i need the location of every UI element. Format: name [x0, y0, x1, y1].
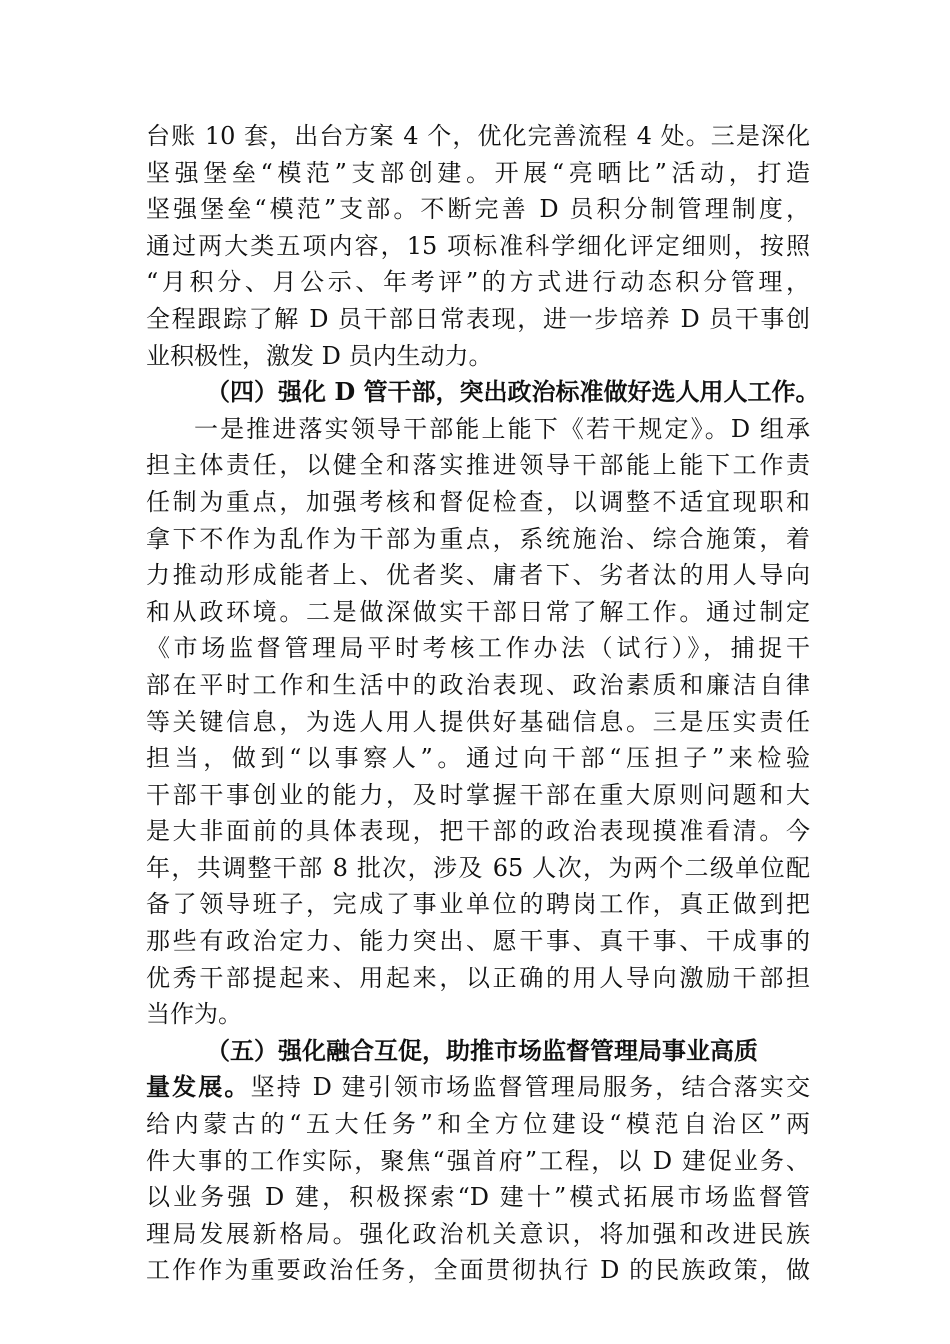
- text-run: 坚持 D 建引领市场监督管理局服务，结合落实交: [250, 1073, 811, 1102]
- body-text: [146, 118, 820, 1289]
- section-heading-4: （四）强化 D 管干部，突出政治标准做好选人用人工作。: [206, 377, 820, 407]
- text-line: 《市场监督管理局平时考核工作办法（试行）》，捕捉干: [146, 634, 810, 663]
- text-line: 优秀干部提起来、用起来，以正确的用人导向激励干部担: [146, 963, 810, 992]
- text-line: 全程跟踪了解 D 员干部日常表现，进一步培养 D 员干事创: [146, 304, 810, 333]
- text-line: 通过两大类五项内容，15 项标准科学细化评定细则，按照: [146, 231, 810, 260]
- text-line: 以业务强 D 建，积极探索“D 建十”模式拓展市场监督管: [146, 1183, 810, 1212]
- text-line-mixed: [146, 1069, 810, 1106]
- text-line: 等关键信息，为选人用人提供好基础信息。三是压实责任: [146, 707, 810, 736]
- text-line: 台账 10 套，出台方案 4 个，优化完善流程 4 处。三是深化: [146, 122, 810, 150]
- text-line: 坚强堡垒“模范”支部。不断完善 D 员积分制管理制度，: [146, 195, 810, 224]
- text-line: 部在平时工作和生活中的政治表现、政治素质和廉洁自律: [146, 670, 810, 699]
- text-line: 和从政环境。二是做深做实干部日常了解工作。通过制定: [146, 597, 810, 626]
- text-line: “月积分、月公示、年考评”的方式进行动态积分管理，: [146, 268, 810, 297]
- text-line: 年，共调整干部 8 批次，涉及 65 人次，为两个二级单位配: [146, 853, 810, 882]
- text-line: 干部干事创业的能力，及时掌握干部在重大原则问题和大: [146, 780, 810, 809]
- text-line: 坚强堡垒“模范”支部创建。开展“亮晒比”活动，打造: [146, 158, 810, 187]
- text-line: 一是推进落实领导干部能上能下《若干规定》。D 组承: [194, 414, 810, 443]
- text-line: 担主体责任，以健全和落实推进领导干部能上能下工作责: [146, 451, 810, 480]
- text-line: 任制为重点，加强考核和督促检查，以调整不适宜现职和: [146, 487, 810, 516]
- section-heading-5-cont: 量发展。: [146, 1072, 251, 1102]
- text-line: 是大非面前的具体表现，把干部的政治表现摸准看清。今: [146, 817, 810, 846]
- text-line: 担当，做到“以事察人”。通过向干部“压担子”来检验: [146, 744, 810, 773]
- text-line: 备了领导班子，完成了事业单位的聘岗工作，真正做到把: [146, 890, 810, 919]
- text-line: 给内蒙古的“五大任务”和全方位建设“模范自治区”两: [146, 1110, 810, 1139]
- text-line: 件大事的工作实际，聚焦“强首府”工程，以 D 建促业务、: [146, 1146, 810, 1175]
- text-line: 业积极性，激发 D 员内生动力。: [146, 341, 493, 370]
- text-line: 当作为。: [146, 1000, 242, 1029]
- text-line: 那些有政治定力、能力突出、愿干事、真干事、干成事的: [146, 927, 810, 956]
- text-line: 工作作为重要政治任务，全面贯彻执行 D 的民族政策，做: [146, 1256, 810, 1285]
- section-heading-5: （五）强化融合互促，助推市场监督管理局事业高质: [206, 1035, 758, 1065]
- text-line: 理局发展新格局。强化政治机关意识，将加强和改进民族: [146, 1219, 810, 1248]
- text-line: 力推动形成能者上、优者奖、庸者下、劣者汰的用人导向: [146, 561, 810, 590]
- text-line: 拿下不作为乱作为干部为重点，系统施治、综合施策，着: [146, 524, 810, 553]
